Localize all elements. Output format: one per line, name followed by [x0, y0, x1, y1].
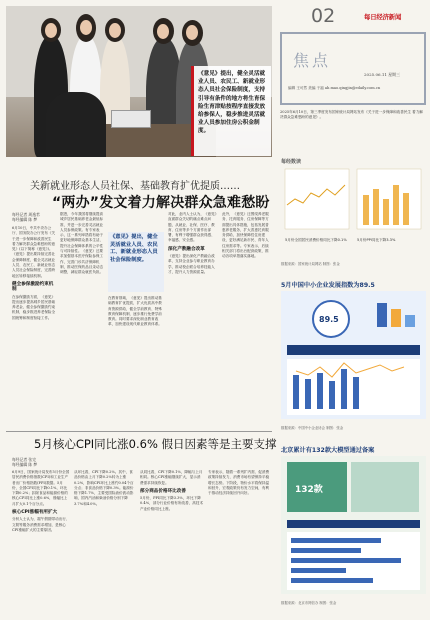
story1-col2: 据悉，今年我国将继续提高城乡居民基础养老金最低标准，并进一步完善灵活就业人员参保政策。有专家表示，这一系列举措将有助于更好地保障群众基本生活，提升社会保障体系的公平性与可持续性。《意见》还要求加强基本医疗保险参保工作，完善门诊共济保障机制，推动医保药品目录动态调整，减轻群众就医负担。: [60, 212, 104, 275]
chart-2-caption: 数据来源：中国中小企业协会 制图：张金: [281, 426, 344, 430]
story2-col1: 6月9日，国家统计局发布5月份全国居民消费价格指数(CPI)和工业生产者出厂价格指数(PPI)数据。5月份，全国CPI同比下降0.1%，环比下降0.2%；扣除食品和能源价格的核心CPI同比上涨0.6%，涨幅比上月扩大0.1个百分点。 核心CPI涨幅有所扩大 分析人士认为，端午假期带动出行、文娱等服务消费需求增加，是核心CPI涨幅扩大的主要原因。: [12, 470, 70, 532]
story1-col5: 此外，《意见》还围绕养老服务、托育服务、住房保障等方面提出具体措施，包括发展普惠养老服务，扩大普惠托育服务供给，加快保障性住房建设，更好满足新市民、青年人住房需求等。专家表示，后续相关部门将出台配套政策，推动各项举措落实落地。: [222, 212, 269, 259]
story2-subhead2: 部分商品价格环比改善: [140, 488, 186, 494]
paper-name: 每日经济新闻: [364, 13, 402, 21]
story1-col3: 在教育领域，《意见》提出推动基础教育扩优提质，扩大优质高中教育资源供给，健全学前教育、特殊教育保障机制，逐步推行免费学前教育。同时要求深化职业教育改革，加快建设现代职业教育体系。: [108, 296, 162, 327]
story1-subhead2: 深化产教融合改革: [168, 246, 205, 252]
story2-col3: 从同比看，CPI下降0.1%，降幅与上月相同。核心CPI涨幅继续扩大，显示消费需求持续恢复。 部分商品价格环比改善 5月份，PPI同比下降3.3%，环比下降0.4%，部分行业价格有所改善，高技术产业价格同比上涨。: [140, 470, 204, 511]
story1-col1: 6月10日，中共中央办公厅、国务院办公厅发布《关于进一步保障和改善民生 着力解决群众急难愁盼的意见》(以下简称《意见》)。《意见》提出要持续完善社会保障制度，健全灵活就业人员、农民工、新就业形态人员社会保险制度，完善跨地区转移接续机制。 健全参保激励约束机制 在参保激励方面，《意见》提出逐步提高城乡居民基础养老金，健全参保激励约束机制，稳步推进养老保险全国统筹和制度衔接工作。: [12, 226, 56, 320]
section-divider: [6, 431, 272, 432]
focus-box: [280, 32, 426, 105]
story2-col4: 专家表示，随着一系列扩内需、促消费政策持续发力，消费市场有望保持平稳增长态势。下阶段，物价水平将保持温和回升，宏观政策仍有发力空间，有利于推动经济持续回升向好。: [208, 470, 270, 496]
story1-kicker: 关新就业形态人员社保、基础教育扩优提质……: [30, 181, 240, 192]
svg-text:5月份PPI同比下降3.3%: 5月份PPI同比下降3.3%: [357, 238, 396, 242]
chart-2-graphic: [281, 289, 426, 421]
chart-2-title: 5月中国中小企业发展指数为89.5: [281, 282, 375, 289]
page-number: 02: [311, 5, 336, 27]
story2-byline: 每经记者 张完 每经编辑 陈 梦: [12, 457, 38, 468]
chart-1-caption: 数据来源：国家统计局网站 制图：张金: [281, 262, 340, 266]
data-chart-3: [281, 445, 426, 605]
story2-headline: 5月核心CPI同比涨0.6% 假日因素等是主要支撑: [34, 437, 277, 451]
data-chart-1: [281, 158, 426, 273]
story1-subhead1: 健全参保激励约束机制: [12, 281, 54, 293]
story1-pullquote: 《意见》提出，健全灵活就业人员、农民工、新就业形态人员社会保险制度。: [108, 232, 164, 292]
lead-photo: [6, 6, 272, 157]
story1-byline: 每经记者 周逸苇 每经编辑 陈 梦: [12, 212, 40, 223]
story1-col4: 对此，业内人士认为，《意见》直面群众关切的痛点难点问题，从就业、社保、医疗、教育、住房等多个方面作出部署，有利于增强群众获得感、幸福感、安全感。 深化产教融合改革 《意见》提出深化产教融合改革，支持企业参与职业教育办学，推动校企联合培养技能人才，提升人力资源质量。: [168, 212, 217, 274]
svg-text:5月份全国居民消费价格同比下降0.1%: 5月份全国居民消费价格同比下降0.1%: [285, 238, 347, 242]
chart-section-heading: 每经数读: [281, 159, 302, 165]
chart-3-value: 132款: [295, 485, 323, 495]
editor-line: 编辑 王可然 美编 于福 ab.mao.qingjin@edaily.com.cn: [288, 86, 381, 90]
chart-2-value: 89.5: [319, 315, 339, 324]
chart-3-caption: 数据来源：北京市网信办 制图：张金: [281, 601, 337, 605]
photo-callout: [191, 66, 271, 156]
chart-3-graphic: [281, 454, 426, 596]
focus-label: 焦点: [293, 51, 332, 70]
data-chart-2: [281, 280, 426, 430]
issue-date: 2025.06.11 星期三: [364, 72, 401, 77]
story1-headline: “两办”发文着力解决群众急难愁盼: [52, 195, 270, 211]
chart-1-graphic: [281, 165, 426, 257]
callout-text: 《意见》提出，健全灵活就业人员、农民工、新就业形态人员社会保险制度，支持引导有条件的地方将生育保险生育津贴按程序直接发放给参保人，稳步推进灵活就业人员参加住房公积金制度。: [198, 71, 266, 135]
story2-col2: 从环比看，CPI下降0.2%。其中，食品价格由上月下降0.2%转为上涨0.2%，影响CPI环比上涨约0.04个百分点；非食品价格下降0.3%。能源价格下降1.7%，主要受国际油价波动影响，国内汽油和柴油价格分别下降3.7%和4.0%。: [74, 470, 134, 506]
intro-text: 2025年6月10日，第三季度发布国家统计局网站发布《关于进一步保障和改善民生 着力解决群众急难愁盼的意见》。: [280, 110, 423, 120]
chart-3-title: 北京累计有132款大模型通过备案: [281, 447, 375, 454]
story2-subhead1: 核心CPI涨幅有所扩大: [12, 510, 58, 516]
